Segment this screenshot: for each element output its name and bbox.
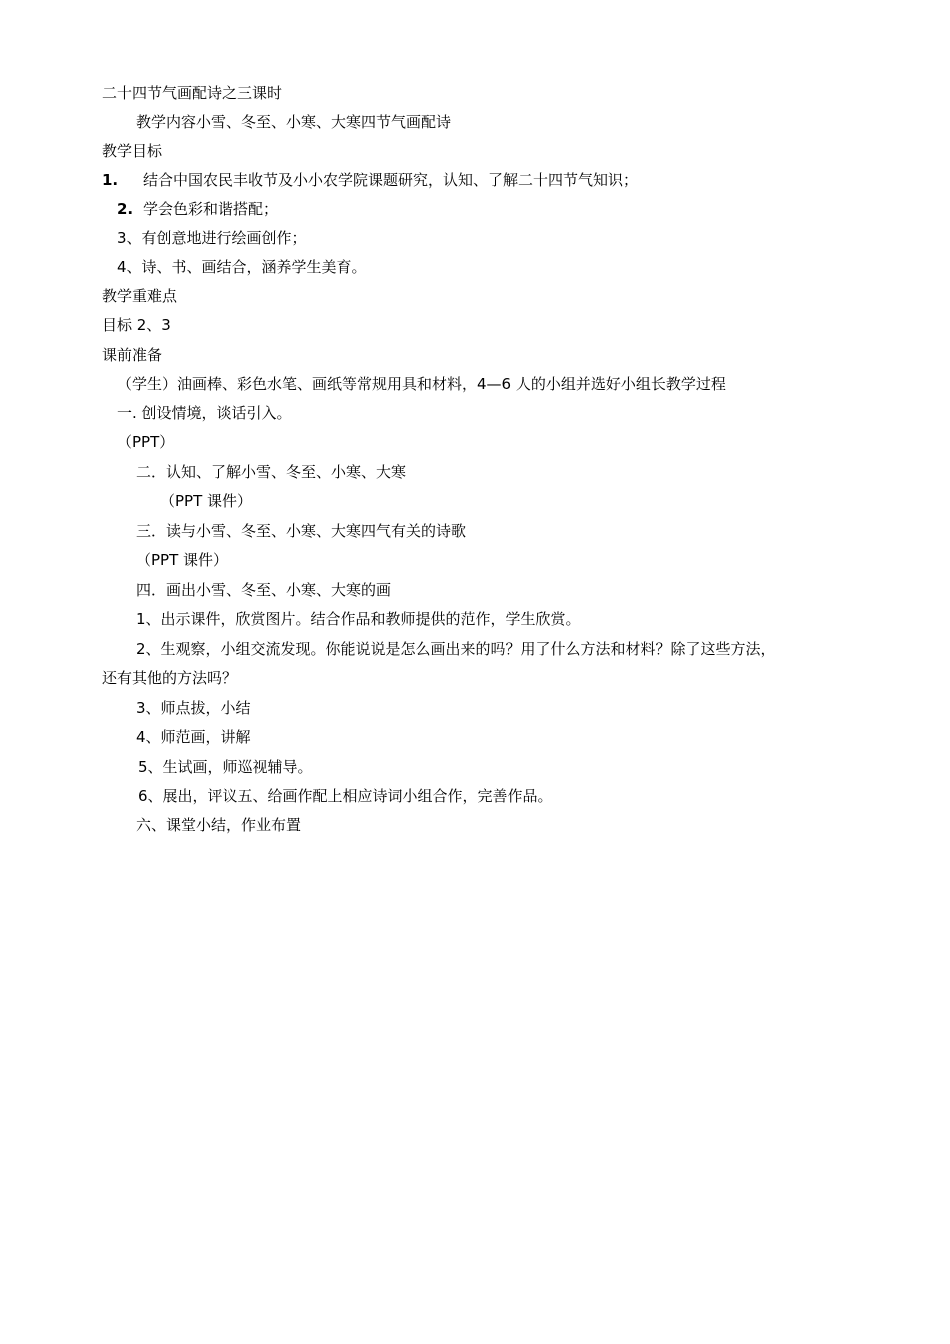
- step-1-note: （PPT）: [117, 433, 175, 451]
- goals-heading: 教学目标: [102, 142, 163, 160]
- key-heading: 教学重难点: [102, 287, 178, 305]
- sub-step-3: 3、师点拔，小结: [136, 699, 251, 717]
- step-2: 二．认知、了解小雪、冬至、小寒、大寒: [136, 463, 407, 481]
- document-title: 二十四节气画配诗之三课时: [102, 84, 283, 102]
- sub-step-2-line-2: 还有其他的方法吗？: [102, 669, 238, 687]
- goal-1-number: 1.: [102, 171, 119, 189]
- step-3-note: （PPT 课件）: [136, 551, 229, 569]
- sub-step-2-line-1: 2、生观察，小组交流发现。你能说说是怎么画出来的吗？用了什么方法和材料？除了这些方法，: [136, 640, 776, 658]
- goal-4: 4、诗、书、画结合，涵养学生美育。: [117, 258, 367, 276]
- key-text: 目标 2、3: [102, 316, 171, 334]
- step-3: 三．读与小雪、冬至、小寒、大寒四气有关的诗歌: [136, 522, 467, 540]
- goal-2-text: 学会色彩和谐搭配；: [143, 200, 279, 218]
- sub-step-5: 5、生试画，师巡视辅导。: [138, 758, 313, 776]
- prep-heading: 课前准备: [102, 346, 163, 364]
- step-2-note: （PPT 课件）: [160, 492, 253, 510]
- goal-3: 3、有创意地进行绘画创作；: [117, 229, 307, 247]
- sub-step-1: 1、出示课件，欣赏图片。结合作品和教师提供的范作，学生欣赏。: [136, 610, 581, 628]
- goal-2-number: 2.: [117, 200, 134, 218]
- step-6: 六、课堂小结，作业布置: [136, 816, 302, 834]
- step-4: 四．画出小雪、冬至、小寒、大寒的画: [136, 581, 392, 599]
- sub-step-4: 4、师范画，讲解: [136, 728, 251, 746]
- content-line: 教学内容小雪、冬至、小寒、大寒四节气画配诗: [136, 113, 452, 131]
- sub-step-6: 6、展出，评议五、给画作配上相应诗词小组合作，完善作品。: [138, 787, 553, 805]
- step-1: 一. 创设情境，谈话引入。: [117, 404, 292, 422]
- goal-1-text: 结合中国农民丰收节及小小农学院课题研究，认知、了解二十四节气知识；: [143, 171, 639, 189]
- prep-text: （学生）油画棒、彩色水笔、画纸等常规用具和材料，4—6 人的小组并选好小组长教学过程: [117, 375, 726, 393]
